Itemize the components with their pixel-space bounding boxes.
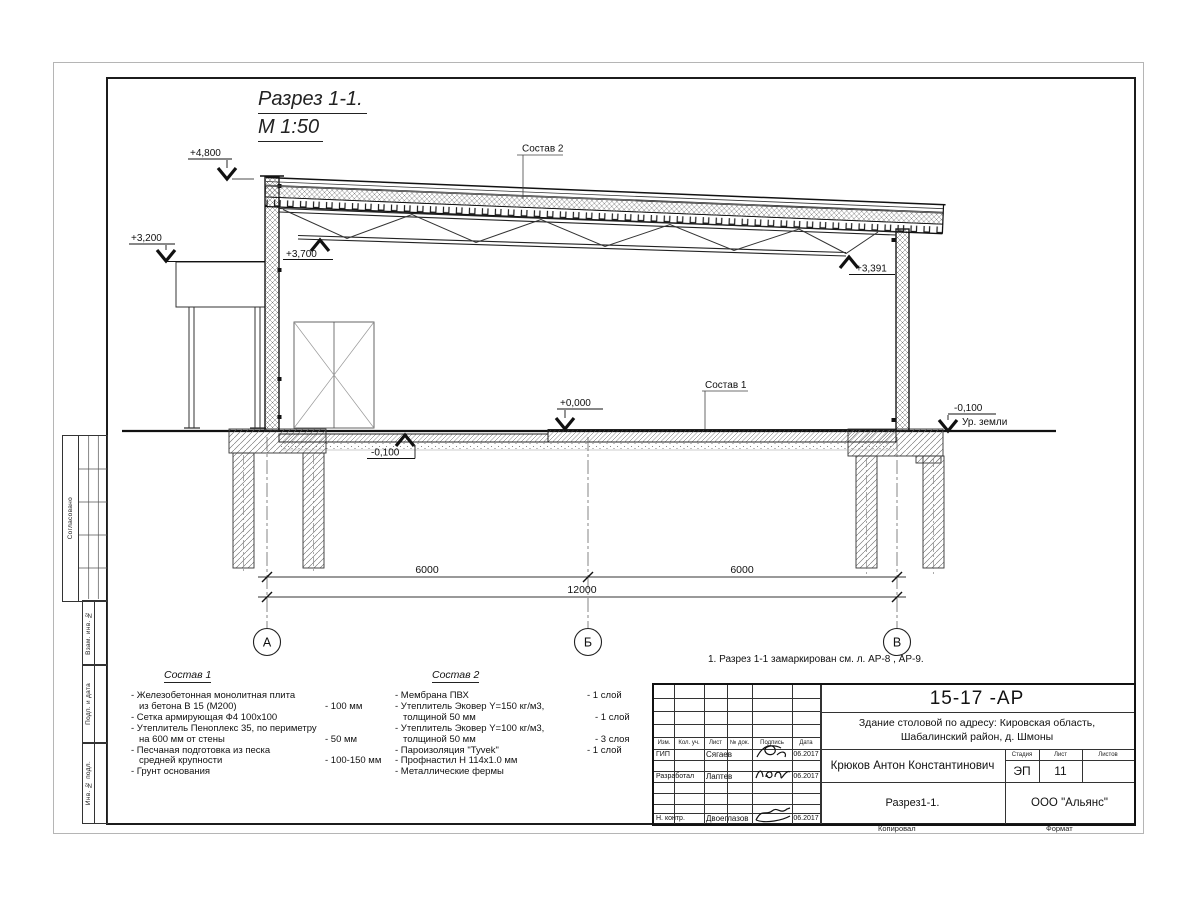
inv-label-cell: Инв. № подл.	[83, 743, 95, 823]
left-wall	[265, 177, 279, 431]
drawing-name: Разрез1-1.	[885, 797, 940, 809]
leader-sostav2: Состав 2	[522, 143, 564, 155]
row-dev-role: Разработал	[656, 773, 695, 780]
stage-label: Стадия	[1011, 751, 1033, 758]
list-item: - Песчаная подготовка из песка	[131, 744, 271, 756]
list-item: - Железобетонная монолитная плита	[131, 690, 296, 701]
approval-label-cell: Согласовано	[63, 436, 79, 601]
row-ncontr-date: 06.2017	[793, 815, 819, 822]
level-ground: -0,100	[954, 403, 983, 414]
ground-level-label: Ур. земли	[962, 417, 1008, 428]
list-item: - Профнастил Н 114x1.0 мм	[395, 755, 518, 767]
list-item: - Металлические фермы	[395, 766, 504, 778]
document-number: 15-17 -АР	[929, 687, 1025, 709]
level-canopy: +3,200	[131, 233, 162, 244]
axis-circles	[254, 629, 911, 656]
stage-value: ЭП	[1013, 764, 1031, 778]
dim-total: 12000	[567, 584, 597, 596]
vzam-label-cell: Взам. инв. №	[83, 601, 95, 665]
sheet-label: Лист	[1053, 751, 1068, 758]
signature-ncontrol	[753, 805, 792, 825]
vzam-inv-box	[82, 600, 108, 666]
list-item: на 600 мм от стены - 50 мм	[139, 733, 358, 745]
level-truss-right: +3,391	[856, 263, 887, 275]
signature-gip	[753, 741, 792, 761]
row-gip-role: ГИП	[656, 751, 670, 758]
list-item: средней крупности - 100-150 мм	[139, 755, 382, 767]
list-item: - Мембрана ПВХ - 1 слой	[395, 690, 622, 701]
axis-label-v: В	[892, 635, 902, 650]
copied-label: Копировал	[878, 824, 916, 833]
col-izm: Изм.	[657, 740, 671, 746]
podp-label-cell: Подп. и дата	[83, 665, 95, 743]
col-data: Дата	[799, 740, 813, 746]
approval-strip	[62, 435, 108, 602]
level-floor: +0,000	[560, 398, 591, 409]
row-ncontr-role: Н. контр.	[656, 815, 685, 822]
col-kol: Кол. уч.	[678, 740, 700, 746]
list-item: - Утеплитель Пеноплекс 35, по периметру	[131, 722, 317, 734]
pier-centerlines	[244, 455, 934, 574]
sostav1-list	[131, 691, 391, 778]
col-ndok: № док.	[729, 740, 750, 746]
list-item: - Сетка армирующая Ф4 100x100	[131, 711, 278, 723]
row-gip-name: Сягаев	[706, 750, 732, 759]
sheets-label: Листов	[1098, 751, 1118, 758]
level-parapet: +4,800	[190, 148, 221, 159]
inv-podl-box	[82, 742, 108, 824]
axis-label-b: Б	[583, 635, 593, 650]
canopy	[176, 262, 266, 428]
door-leaf	[294, 322, 374, 428]
col-list: Лист	[708, 740, 723, 746]
row-gip-date: 06.2017	[793, 751, 819, 758]
list-item: - Утеплитель Эковер Y=100 кг/м3,	[395, 722, 545, 734]
level-floor-low: -0,100	[371, 447, 400, 459]
row-dev-date: 06.2017	[793, 773, 819, 780]
format-label: Формат	[1046, 824, 1073, 833]
leader-lines	[517, 144, 748, 430]
project-title: Здание столовой по адресу: Кировская область, Шабалинский район, д. Шмоны	[858, 716, 1096, 743]
approval-grid	[79, 436, 107, 599]
company-name: ООО "Альянс"	[1031, 797, 1108, 809]
drawing-scale: М 1:50	[258, 116, 323, 142]
axes-and-dimensions	[254, 437, 911, 656]
list-item: толщиной 50 мм - 1 слой	[403, 711, 630, 723]
sheet-number: 11	[1054, 764, 1067, 778]
list-item: - Пароизоляция "Tyvek" - 1 слой	[395, 744, 622, 756]
sheet-note: 1. Разрез 1-1 замаркирован см. л. АР-8 , АР-9.	[708, 654, 924, 665]
author-name: Крюков Антон Константинович	[830, 759, 995, 772]
list-item: - Утеплитель Эковер Y=150 кг/м3,	[395, 700, 545, 712]
sostav2-list	[395, 691, 655, 778]
sostav2-heading: Состав 2	[432, 669, 480, 681]
drawing-title: Разрез 1-1.	[258, 88, 367, 114]
list-item: толщиной 50 мм - 3 слоя	[403, 733, 630, 745]
row-dev-name: Лаптев	[706, 772, 733, 781]
podp-data-box	[82, 664, 108, 744]
roof-assembly	[265, 178, 946, 234]
level-truss-left: +3,700	[286, 249, 317, 260]
leader-sostav1: Состав 1	[705, 380, 747, 391]
signature-developer	[753, 764, 792, 784]
sostav1-heading: Состав 1	[164, 669, 212, 681]
col-podpis: Подпись	[760, 740, 784, 746]
right-wall	[896, 229, 909, 431]
dim-span-right: 6000	[730, 564, 754, 576]
row-ncontr-name: Двоеглазов	[706, 814, 749, 823]
axis-label-a: А	[262, 635, 272, 650]
list-item: из бетона В 15 (М200) - 100 мм	[139, 700, 363, 712]
list-item: - Грунт основания	[131, 766, 211, 778]
dim-span-left: 6000	[415, 564, 439, 576]
title-block	[652, 683, 1136, 826]
sheets-count	[1082, 760, 1134, 782]
